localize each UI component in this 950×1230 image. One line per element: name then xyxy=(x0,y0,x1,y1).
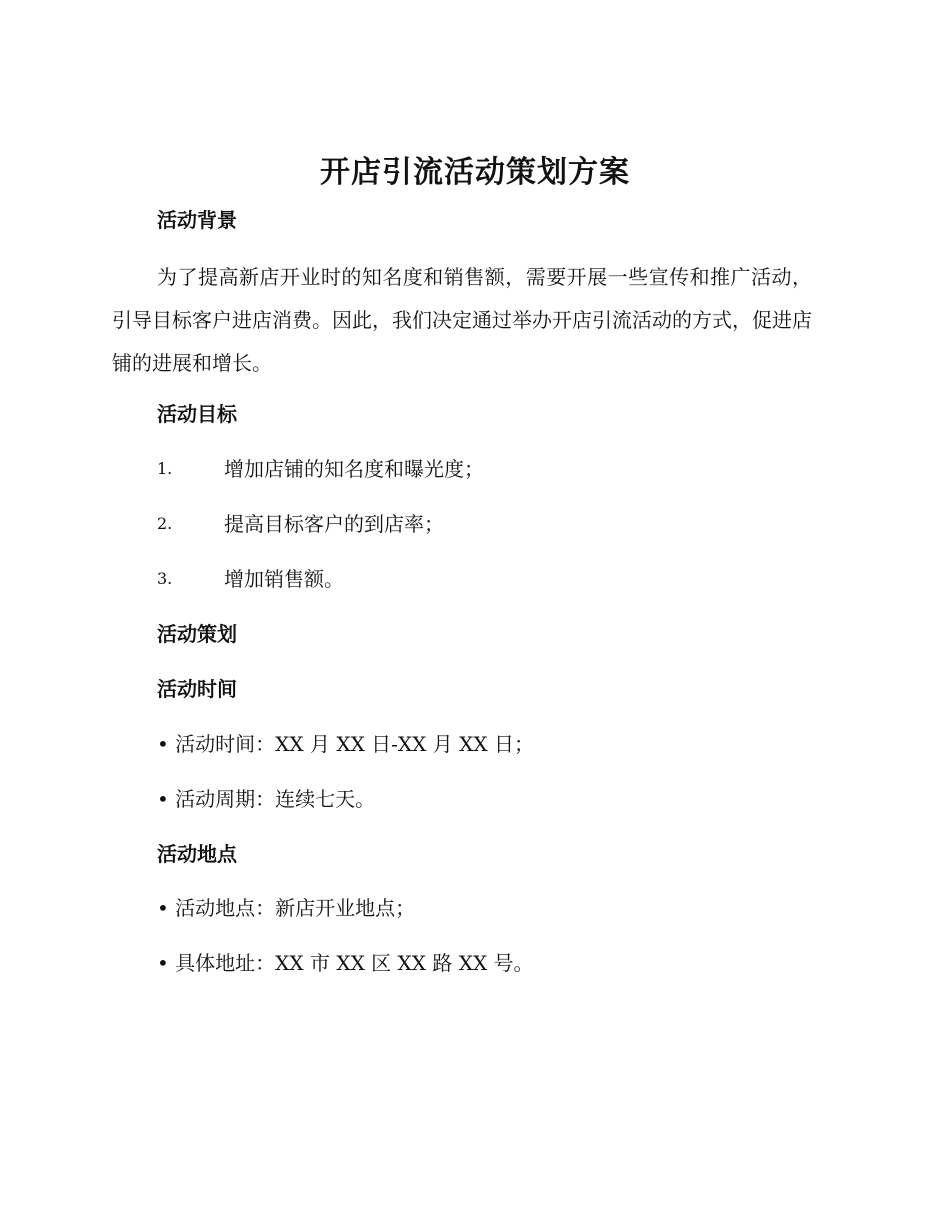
location-item-2: • 具体地址：XX 市 XX 区 XX 路 XX 号。 xyxy=(157,951,534,975)
time-item-1: • 活动时间：XX 月 XX 日-XX 月 XX 日； xyxy=(157,732,534,756)
heading-plan: 活动策划 xyxy=(157,622,237,646)
location-item-1: • 活动地点：新店开业地点； xyxy=(157,896,416,920)
goal-item-3: 增加销售额。 xyxy=(224,567,344,591)
heading-time: 活动时间 xyxy=(157,677,237,701)
heading-goals: 活动目标 xyxy=(157,402,237,426)
time-item-2: • 活动周期：连续七天。 xyxy=(157,787,376,811)
background-paragraph: 为了提高新店开业时的知名度和销售额，需要开展一些宣传和推广活动，引导目标客户进店消费。因此，我们决定通过举办开店引流活动的方式，促进店铺的进展和增长。 xyxy=(112,265,812,375)
goal-number-2: 2. xyxy=(157,514,173,533)
goal-number-3: 3. xyxy=(157,569,173,588)
document-title: 开店引流活动策划方案 xyxy=(320,155,630,190)
heading-location: 活动地点 xyxy=(157,842,237,866)
goal-number-1: 1. xyxy=(157,459,173,478)
heading-background: 活动背景 xyxy=(157,208,237,232)
goal-item-2: 提高目标客户的到店率； xyxy=(224,512,444,536)
goal-item-1: 增加店铺的知名度和曝光度； xyxy=(224,457,484,481)
